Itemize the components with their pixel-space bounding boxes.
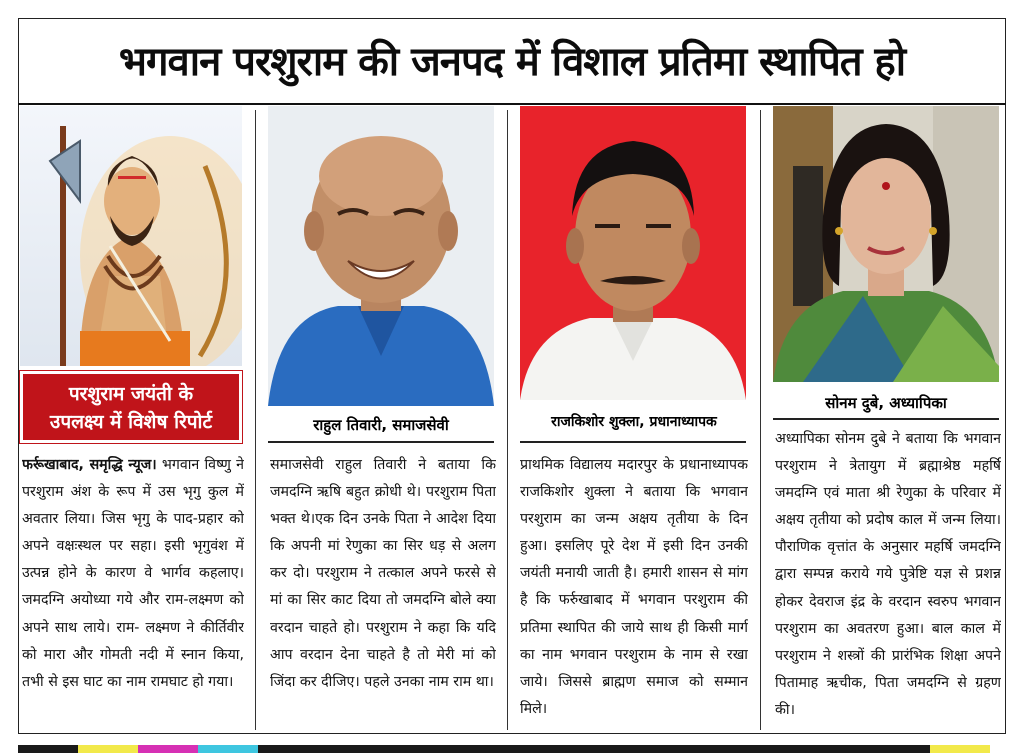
- column-3: [520, 452, 748, 734]
- color-strip: [18, 745, 78, 753]
- rajkishor-shukla-photo: [520, 106, 746, 400]
- column-2: [270, 452, 496, 734]
- caption-rule: [520, 441, 746, 443]
- color-strip: [198, 745, 258, 753]
- column-divider: [760, 110, 761, 730]
- column-3-body: प्राथमिक विद्यालय मदारपुर के प्रधानाध्यापक राजकिशोर शुक्ला ने बताया कि भगवान परशुराम का जन्म अक्षय तृतीया के दिन हुआ। इसलिए पूरे देश में इसी दिन उनकी जयंती मनायी जाती है। हमारी शासन से मांग है कि फर्रुखाबाद में भगवान परशुराम की प्रतिमा स्थापित की जाये साथ ही किसी मार्ग का नाम भगवान परशुराम के नाम से रखा जाये। जिससे ब्राह्मण समाज को सम्मान मिले।: [520, 457, 748, 717]
- headline: भगवान परशुराम की जनपद में विशाल प्रतिमा स्थापित हो: [118, 39, 906, 85]
- column-1: [22, 452, 244, 734]
- dateline: फर्रूखाबाद, समृद्धि न्यूज।: [22, 457, 157, 473]
- banner-line-1: परशुराम जयंती के: [68, 383, 194, 405]
- banner-line-2: उपलक्ष्य में विशेष रिपोर्ट: [49, 411, 213, 433]
- column-divider: [255, 110, 256, 730]
- color-strip: [138, 745, 198, 753]
- special-report-banner: [20, 371, 242, 443]
- column-1-body: भगवान विष्णु ने परशुराम अंश के रूप में उस भृगु कुल में अवतार लिया। जिस भृगु के पाद-प्रहार को अपने वक्षःस्थल पर सहा। इसी भृगुवंश में उत्पन्न होने के कारण वे भार्गव कहलाए। जमदग्नि अयोध्या गये और राम-लक्ष्मण को अपने साथ लाये। राम- लक्ष्मण ने कीर्तिवीर को मारा और गोमती नदी में स्नान किया, तभी से इस घाट का नाम रामघाट हो गया।: [22, 457, 244, 690]
- rahul-tiwari-photo: [268, 106, 494, 406]
- color-strip: [930, 745, 990, 753]
- caption-rahul: राहुल तिवारी, समाजसेवी: [313, 416, 449, 434]
- caption-sonam: सोनम दुबे, अध्यापिका: [825, 394, 947, 412]
- column-4-body: अध्यापिका सोनम दुबे ने बताया कि भगवान परशुराम ने त्रेतायुग में ब्रह्माश्रेष्ठ महर्षि जमदग्नि एवं माता श्री रेणुका के परिवार में अक्षय तृतीया को प्रदोष काल में जन्म लिया। पौराणिक वृत्तांत के अनुसार महर्षि जमदग्नि द्वारा सम्पन्न कराये गये पुत्रेष्टि यज्ञ से प्रशन्न होकर देवराज इंद्र के वरदान स्वरुप भगवान परशुराम का अवतरण हुआ। बाल काल में परशुराम ने शस्त्रों की प्रारंभिक शिक्षा अपने पितामाह ऋचीक, पिता जमदग्नि से ग्रहण की।: [775, 431, 1001, 718]
- parshuram-illustration: [20, 106, 242, 366]
- caption-rajkishor: राजकिशोर शुक्ला, प्रधानाध्यापक: [551, 414, 717, 430]
- caption-rule: [773, 418, 999, 420]
- caption-rule: [268, 441, 494, 443]
- color-strip: [78, 745, 138, 753]
- column-2-body: समाजसेवी राहुल तिवारी ने बताया कि जमदग्नि ऋषि बहुत क्रोधी थे। परशुराम पिता भक्त थे।एक दिन उनके पिता ने आदेश दिया कि अपनी मां रेणुका का सिर धड़ से अलग कर दो। परशुराम ने तत्काल अपने फरसे से मां का सिर काट दिया तो जमदग्नि बोले क्या वरदान चाहते हो। परशुराम ने कहा कि यदि आप वरदान देना चाहते है तो मेरी मां को जिंदा कर दीजिए। पहले उनका नाम राम था।: [270, 457, 496, 690]
- color-strip: [258, 745, 978, 753]
- column-4: [775, 426, 1001, 734]
- column-divider: [507, 110, 508, 730]
- sonam-dubey-photo: [773, 106, 999, 382]
- headline-rule: [18, 103, 1006, 105]
